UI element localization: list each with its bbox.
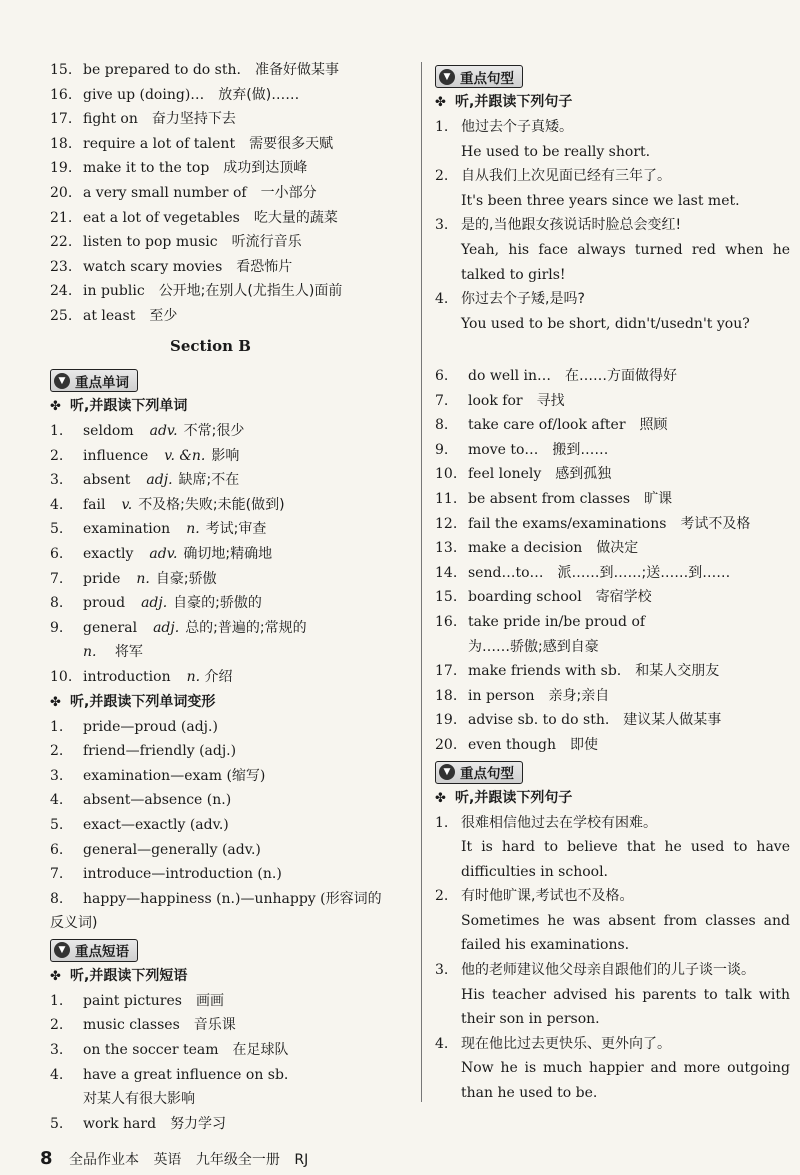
item-english: paint pictures [83, 992, 182, 1009]
item-chinese: 考试;审查 [205, 521, 267, 538]
item-chinese: 看恐怖片 [236, 258, 293, 275]
item-number: 7. [50, 570, 64, 587]
item-number: 15. [435, 589, 458, 606]
item-english: fight on [83, 111, 138, 128]
part-of-speech: v. &n. [164, 447, 206, 464]
item-english: eat a lot of vegetables [83, 209, 240, 226]
sentence-en: It is hard to believe that he used to have difficulties in school. [461, 839, 790, 880]
clover-icon: ✤ [50, 399, 61, 414]
phrase-list-part-a [50, 58, 410, 329]
triangle-down-icon: ▼ [54, 373, 70, 389]
phrase-item [435, 684, 790, 709]
sentence-list-b [435, 811, 790, 1106]
item-chinese: 确切地;精确地 [183, 545, 273, 562]
phrase-item [435, 512, 790, 537]
item-number: 11. [435, 490, 458, 507]
item-english: seldom [83, 423, 134, 439]
item-chinese: 在……方面做得好 [565, 368, 678, 384]
part-of-speech: adj. [146, 472, 173, 489]
word-item [50, 616, 410, 641]
item-number: 7. [435, 392, 449, 409]
transform-item [50, 862, 410, 887]
item-number: 4. [435, 291, 449, 308]
item-number: 7. [50, 866, 64, 883]
book-title: 全品作业本 [68, 1152, 139, 1168]
item-number: 9. [435, 441, 449, 458]
clover-icon: ✤ [435, 95, 446, 110]
item-english: feel lonely [468, 466, 542, 483]
item-number: 15. [50, 62, 73, 78]
item-english: advise sb. to do sth. [468, 712, 610, 729]
subject: 英语 [153, 1152, 182, 1168]
item-chinese: 有时他旷课,考试也不及格。 [461, 888, 634, 905]
page-footer [40, 1148, 318, 1169]
item-text: happy—happiness (n.)—unhappy (形容词的 [83, 890, 382, 907]
word-item [50, 517, 410, 542]
transform-item [50, 813, 410, 838]
item-number: 8. [435, 417, 449, 434]
item-number: 3. [50, 1042, 64, 1059]
item-chinese: 需要很多天赋 [249, 135, 334, 152]
phrase-item [50, 83, 410, 108]
item-chinese: 准备好做某事 [254, 62, 339, 78]
item-number: 4. [50, 496, 64, 513]
transform-item [50, 764, 410, 789]
item-english: exactly [83, 545, 134, 562]
phrase-item [435, 708, 790, 733]
item-english: give up (doing)… [83, 86, 205, 103]
item-english: listen to pop music [83, 234, 218, 251]
item-number: 1. [50, 992, 64, 1009]
word-item [50, 444, 410, 469]
phrase-16: 16. take pride in/be proud of [435, 613, 646, 630]
edition: RJ [294, 1152, 309, 1168]
item-english: be prepared to do sth. [83, 62, 241, 78]
item-chinese: 自从我们上次见面已经有三年了。 [461, 168, 671, 185]
item-english: examination [83, 521, 171, 538]
sentence-cn [435, 287, 790, 312]
item-chinese: 总的;普遍的;常规的 [185, 619, 307, 636]
words-header: ✤ 听,并跟读下列单词 [50, 394, 410, 419]
item-chinese: 他过去个子真矮。 [461, 119, 573, 135]
item-number: 18. [435, 687, 458, 704]
phrase-item [50, 255, 410, 280]
item-number: 17. [50, 111, 73, 128]
sentence-en: Now he is much happier and more outgoing than he used to be. [461, 1060, 790, 1102]
item-chinese: 很难相信他过去在学校有困难。 [461, 814, 657, 831]
item-chinese: 是的,当他跟女孩说话时脸总会变红! [461, 217, 682, 234]
clover-icon: ✤ [50, 694, 61, 710]
item-english: in public [83, 283, 145, 300]
item-number: 4. [435, 1035, 449, 1052]
item-english: fail the exams/examinations [468, 515, 667, 532]
page-number: 8 [40, 1148, 53, 1169]
badge-key-sentences-b: ▼ 重点句型 [435, 761, 523, 784]
sentence-cn [435, 1032, 790, 1057]
phrase-item [50, 1013, 410, 1038]
part-of-speech: n. [136, 570, 150, 587]
phrase-item [50, 156, 410, 181]
triangle-down-icon: ▼ [54, 942, 70, 958]
item-chinese: 旷课 [644, 490, 673, 507]
item-number: 3. [435, 217, 449, 234]
item-number: 12. [435, 515, 458, 532]
item-chinese: 建议某人做某事 [623, 712, 722, 729]
item-english: boarding school [468, 589, 582, 606]
item-number: 5. [50, 816, 64, 833]
item-text: examination—exam (缩写) [83, 767, 266, 784]
item-number: 2. [50, 447, 64, 464]
item-chinese: 缺席;不在 [178, 472, 240, 489]
item-english: be absent from classes [468, 490, 631, 507]
item-english: require a lot of talent [83, 135, 236, 152]
item-number: 19. [50, 160, 73, 177]
item-chinese: 听流行音乐 [231, 234, 302, 251]
item-chinese: 成功到达顶峰 [223, 160, 308, 177]
transform-list [50, 715, 410, 912]
sentence-en: Sometimes he was absent from classes and failed his examinations. [461, 912, 790, 954]
item-chinese: 放弃(做)…… [218, 86, 300, 103]
word-10: 10. introduction n. 介绍 [50, 668, 233, 685]
triangle-down-icon: ▼ [439, 69, 455, 85]
phrase-item [50, 107, 410, 132]
transform-item [50, 715, 410, 740]
word-item [50, 419, 410, 444]
phrase-item [435, 733, 790, 758]
item-number: 16. [50, 86, 73, 103]
phrase-item [435, 462, 790, 487]
triangle-down-icon: ▼ [439, 764, 455, 780]
item-number: 9. [50, 619, 64, 636]
item-text: absent—absence (n.) [83, 792, 232, 809]
item-number: 21. [50, 209, 73, 226]
word-item [50, 591, 410, 616]
transforms-header: ✤ 听,并跟读下列单词变形 [50, 690, 410, 715]
item-chinese: 现在他比过去更快乐、更外向了。 [461, 1035, 671, 1052]
clover-icon: ✤ [435, 790, 446, 806]
item-number: 20. [50, 184, 73, 201]
right-column [435, 62, 790, 336]
phrase-item [50, 279, 410, 304]
part-of-speech: adj. [153, 619, 180, 636]
item-number: 19. [435, 712, 458, 729]
badge-key-phrases: ▼ 重点短语 [50, 939, 138, 962]
item-english: absent [83, 472, 131, 489]
phrase-item [50, 58, 410, 83]
item-number: 1. [50, 718, 64, 735]
phrase-list-left [50, 989, 410, 1063]
item-text: friend—friendly (adj.) [83, 743, 237, 760]
item-chinese: 不及格;失败;未能(做到) [138, 496, 285, 513]
item-number: 1. [435, 119, 449, 135]
sentence-en: You used to be short, didn't/usedn't you? [461, 315, 750, 332]
sentence-en: Yeah, his face always turned red when he talked to girls! [461, 241, 790, 283]
phrase-item [435, 585, 790, 610]
sentence-en: It's been three years since we last met. [461, 192, 740, 209]
item-number: 10. [435, 466, 458, 483]
word-item [50, 542, 410, 567]
item-chinese: 画画 [195, 992, 224, 1009]
item-number: 24. [50, 283, 73, 300]
sentences-header: ✤ 听,并跟读下列句子 [435, 90, 790, 115]
word-list [50, 419, 410, 640]
item-text: introduce—introduction (n.) [83, 866, 282, 883]
item-chinese: 感到孤独 [555, 466, 612, 483]
phrase-item [50, 181, 410, 206]
item-chinese: 寻找 [536, 392, 565, 409]
section-title: Section B [170, 337, 251, 355]
item-number: 2. [50, 1017, 64, 1034]
word-item [50, 468, 410, 493]
phrase-item [435, 536, 790, 561]
item-text: general—generally (adv.) [83, 841, 261, 858]
badge-key-sentences: ▼ 重点句型 [435, 65, 523, 88]
phrases-header: ✤ 听,并跟读下列短语 [50, 964, 410, 989]
sentence-cn [435, 958, 790, 983]
transform-item [50, 838, 410, 863]
item-number: 23. [50, 258, 73, 275]
transform-item [50, 788, 410, 813]
item-english: influence [83, 447, 149, 464]
phrase-item [435, 389, 790, 414]
sentence-cn [435, 811, 790, 836]
phrase-item [435, 659, 790, 684]
item-number: 2. [50, 743, 64, 760]
transform-item [50, 887, 410, 912]
item-english: pride [83, 570, 121, 587]
item-chinese: 派……到……;送……到…… [557, 564, 731, 581]
part-of-speech: adv. [149, 423, 178, 439]
item-english: at least [83, 307, 136, 324]
item-number: 8. [50, 890, 64, 907]
sentence-en: He used to be really short. [461, 143, 651, 160]
item-number: 1. [435, 814, 449, 831]
item-chinese: 和某人交朋友 [635, 663, 720, 680]
item-chinese: 奋力坚持下去 [151, 111, 236, 128]
item-english: in person [468, 687, 535, 704]
phrase-item [435, 413, 790, 438]
item-chinese: 考试不及格 [680, 515, 751, 532]
item-chinese: 即使 [570, 736, 599, 753]
phrase-item [435, 364, 790, 389]
phrase-item [50, 132, 410, 157]
item-number: 8. [50, 595, 64, 612]
item-english: make it to the top [83, 160, 210, 177]
item-english: send…to… [468, 564, 544, 581]
phrase-4-cn: 对某人有很大影响 [83, 1091, 195, 1108]
item-english: make a decision [468, 540, 583, 557]
phrase-list-right [435, 364, 790, 610]
item-number: 2. [435, 168, 449, 185]
item-number: 3. [435, 962, 449, 979]
phrase-item [435, 561, 790, 586]
item-english: music classes [83, 1017, 180, 1034]
item-number: 3. [50, 472, 64, 489]
item-english: move to… [468, 441, 539, 458]
phrase-4: 4. have a great influence on sb. [50, 1066, 289, 1083]
sentence-list-a [435, 115, 790, 336]
item-chinese: 亲身;亲自 [548, 687, 610, 704]
item-chinese: 搬到…… [552, 441, 609, 458]
phrase-item [50, 206, 410, 231]
phrase-item [50, 989, 410, 1014]
item-english: make friends with sb. [468, 663, 622, 680]
item-number: 6. [50, 545, 64, 562]
item-chinese: 寄宿学校 [595, 589, 652, 606]
transform-8-cont: 反义词) [50, 915, 98, 932]
item-number: 14. [435, 564, 458, 581]
item-text: exact—exactly (adv.) [83, 816, 229, 833]
item-number: 5. [50, 521, 64, 538]
item-number: 20. [435, 736, 458, 753]
item-chinese: 至少 [149, 307, 178, 324]
item-english: do well in… [468, 368, 552, 384]
item-number: 25. [50, 307, 73, 324]
phrase-16-cn: 为……骄傲;感到自豪 [468, 638, 599, 655]
transform-item [50, 739, 410, 764]
grade: 九年级全一册 [195, 1152, 280, 1168]
phrase-item [50, 230, 410, 255]
item-number: 18. [50, 135, 73, 152]
item-chinese: 一小部分 [260, 184, 317, 201]
sentences-b-header: ✤ 听,并跟读下列句子 [435, 786, 790, 811]
item-chinese: 吃大量的蔬菜 [253, 209, 338, 226]
sentence-cn [435, 884, 790, 909]
item-number: 22. [50, 234, 73, 251]
item-chinese: 自豪;骄傲 [155, 570, 217, 587]
item-chinese: 自豪的;骄傲的 [173, 595, 262, 612]
part-of-speech: n. [186, 521, 200, 538]
phrase-item [50, 1038, 410, 1063]
item-english: general [83, 619, 138, 636]
item-number: 17. [435, 663, 458, 680]
phrase-list-right-2 [435, 659, 790, 757]
phrase-item [50, 304, 410, 329]
item-number: 2. [435, 888, 449, 905]
item-number: 1. [50, 423, 64, 439]
item-number: 6. [435, 368, 449, 384]
part-of-speech: adv. [149, 545, 178, 562]
sentence-cn [435, 213, 790, 238]
item-chinese: 音乐课 [193, 1017, 236, 1034]
part-of-speech: adj. [141, 595, 168, 612]
item-english: even though [468, 736, 557, 753]
right-column-section-b [435, 364, 790, 1106]
left-column-section-b [50, 366, 410, 1136]
item-english: look for [468, 392, 523, 409]
item-english: on the soccer team [83, 1042, 219, 1059]
item-chinese: 在足球队 [232, 1042, 289, 1059]
sentence-en: His teacher advised his parents to talk with their son in person. [461, 986, 790, 1028]
item-number: 4. [50, 792, 64, 809]
item-chinese: 他的老师建议他父母亲自跟他们的儿子谈一谈。 [461, 962, 755, 979]
item-text: pride—proud (adj.) [83, 718, 218, 735]
column-divider [421, 62, 422, 1102]
word-item [50, 567, 410, 592]
item-number: 6. [50, 841, 64, 858]
item-chinese: 照顾 [639, 417, 668, 434]
item-chinese: 不常;很少 [183, 423, 245, 439]
item-english: proud [83, 595, 126, 612]
item-english: a very small number of [83, 184, 247, 201]
phrase-item [435, 487, 790, 512]
item-chinese: 影响 [211, 447, 240, 464]
item-chinese: 做决定 [596, 540, 639, 557]
sentence-cn [435, 115, 790, 140]
clover-icon: ✤ [50, 968, 61, 984]
item-english: watch scary movies [83, 258, 223, 275]
word-9-extra: n. 将军 [83, 644, 143, 661]
sentence-cn [435, 164, 790, 189]
item-english: take care of/look after [468, 417, 626, 434]
left-column [50, 58, 410, 329]
item-english: fail [83, 496, 106, 513]
word-item [50, 493, 410, 518]
phrase-item [435, 438, 790, 463]
badge-key-words: ▼ 重点单词 [50, 369, 138, 392]
item-chinese: 公开地;在别人(尤指生人)面前 [158, 283, 343, 300]
item-chinese: 你过去个子矮,是吗? [461, 291, 585, 308]
part-of-speech: v. [121, 496, 133, 513]
phrase-5: 5. work hard 努力学习 [50, 1115, 227, 1132]
item-number: 13. [435, 540, 458, 557]
item-number: 3. [50, 767, 64, 784]
